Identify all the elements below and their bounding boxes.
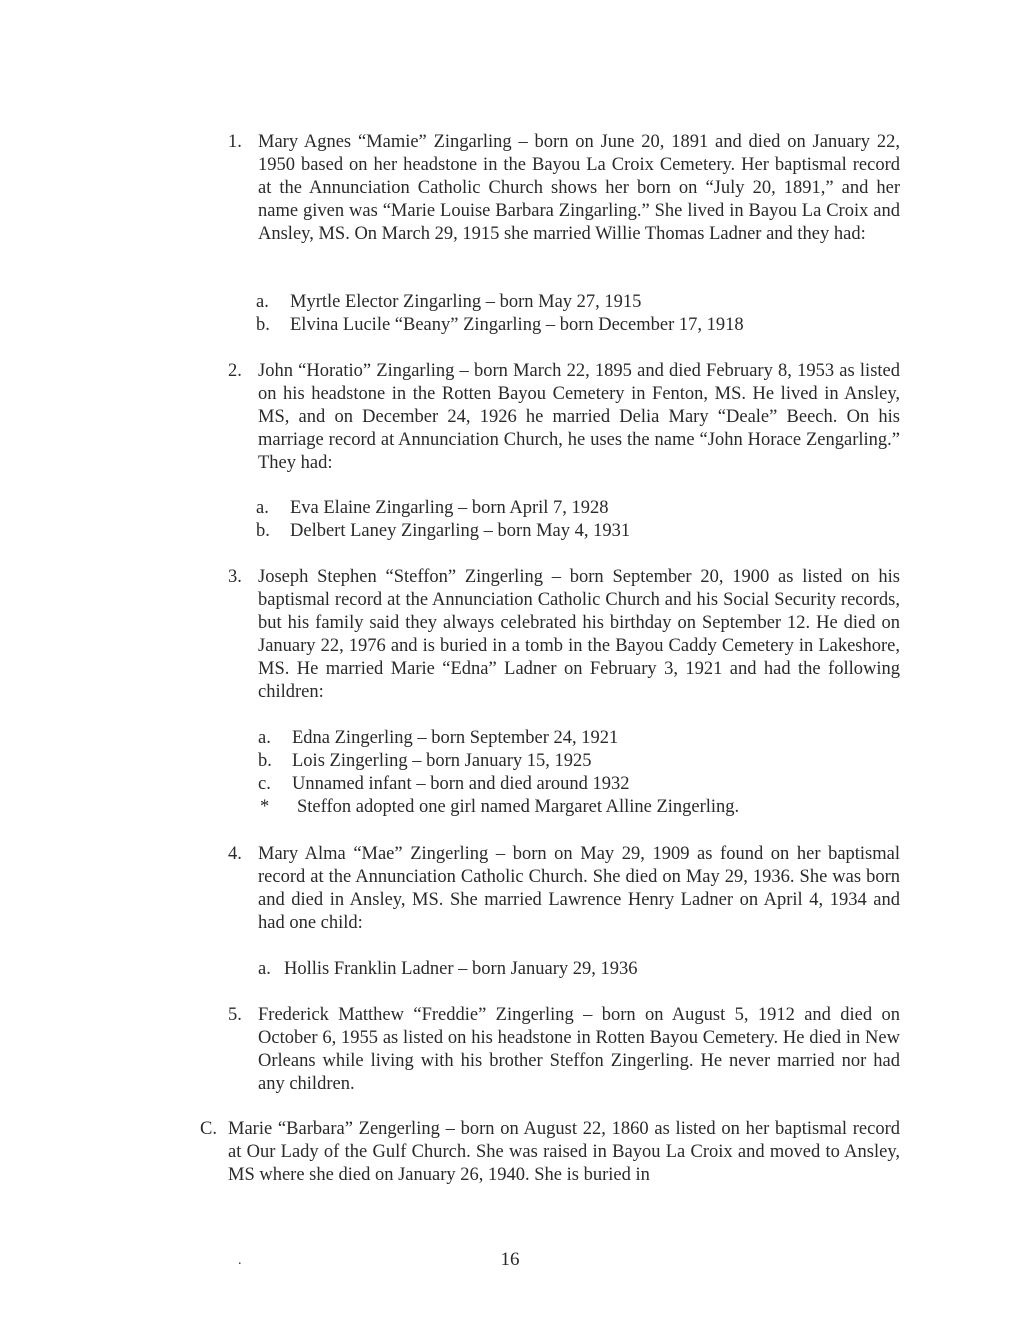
section-c — [200, 1118, 900, 1187]
entry-number: 5. — [228, 1005, 242, 1025]
child-label: b. — [258, 751, 272, 771]
asterisk-label: * — [260, 797, 270, 817]
child-text: Steffon adopted one girl named Margaret Alline Zingerling. — [297, 797, 740, 817]
entry-number: 1. — [228, 132, 242, 152]
entry-5 — [228, 1004, 900, 1096]
child-label: b. — [256, 315, 270, 335]
entry-text: Joseph Stephen “Steffon” Zingerling – born September 20, 1900 as listed on his baptismal record at the Annunciation Catholic Church and his Social Security records, but his family said they always celebrated his birthday on September 12. He died on January 22, 1976 and is buried in a tomb in the Bayou Caddy Cemetery in Lakeshore, MS. He married Marie “Edna” Ladner on February 3, 1921 and had the following children: — [258, 567, 900, 702]
child-text: Edna Zingerling – born September 24, 1921 — [292, 728, 619, 748]
page-number: 16 — [500, 1249, 520, 1270]
child-text: Hollis Franklin Ladner – born January 29, 1936 — [284, 959, 638, 979]
child-text: Lois Zingerling – born January 15, 1925 — [292, 751, 592, 771]
entry-number: 3. — [228, 567, 242, 587]
child-text: Elvina Lucile “Beany” Zingarling – born December 17, 1918 — [290, 315, 744, 335]
child-text: Eva Elaine Zingarling – born April 7, 1928 — [290, 498, 609, 518]
child-label: a. — [258, 959, 271, 979]
entry-text: John “Horatio” Zingarling – born March 22, 1895 and died February 8, 1953 as listed on his headstone in the Rotten Bayou Cemetery in Fenton, MS. He lived in Ansley, MS, and on December 24, 1926 he married Delia Mary “Deale” Beech. On his marriage record at Annunciation Church, he uses the name “John Horace Zengarling.” They had: — [258, 361, 900, 473]
child-text: Unnamed infant – born and died around 1932 — [292, 774, 630, 794]
entry-text: Frederick Matthew “Freddie” Zingerling – born on August 5, 1912 and died on October 6, 1955 as listed on his headstone in Rotten Bayou Cemetery. He died in New Orleans while living with his brother Steffon Zingerling. He never married nor had any children. — [258, 1005, 900, 1094]
entry-2 — [228, 360, 900, 475]
child-label: c. — [258, 774, 271, 794]
entry-number: 4. — [228, 844, 242, 864]
child-label: a. — [256, 292, 269, 312]
entry-1 — [228, 131, 900, 246]
child-text: Delbert Laney Zingarling – born May 4, 1931 — [290, 521, 631, 541]
entry-4 — [228, 843, 900, 935]
section-text: Marie “Barbara” Zengerling – born on August 22, 1860 as listed on her baptismal record at Our Lady of the Gulf Church. She was raised in Bayou La Croix and moved to Ansley, MS where she died on January 26, 1940. She is buried in — [228, 1119, 900, 1185]
child-label: b. — [256, 521, 270, 541]
child-label: a. — [258, 728, 271, 748]
child-label: a. — [256, 498, 269, 518]
section-label: C. — [200, 1119, 217, 1139]
entry-text: Mary Agnes “Mamie” Zingarling – born on June 20, 1891 and died on January 22, 1950 based on her headstone in the Bayou La Croix Cemetery. Her baptismal record at the Annunciation Catholic Church shows her born on “July 20, 1891,” and her name given was “Marie Louise Barbara Zingarling.” She lived in Bayou La Croix and Ansley, MS. On March 29, 1915 she married Willie Thomas Ladner and they had: — [258, 132, 900, 244]
entry-3 — [228, 566, 900, 704]
child-text: Myrtle Elector Zingarling – born May 27, 1915 — [290, 292, 642, 312]
footer-dot: . — [238, 1253, 242, 1268]
entry-number: 2. — [228, 361, 242, 381]
entry-text: Mary Alma “Mae” Zingerling – born on May 29, 1909 as found on her baptismal record at the Annunciation Catholic Church. She died on May 29, 1936. She was born and died in Ansley, MS. She married Lawrence Henry Ladner on April 4, 1934 and had one child: — [258, 844, 900, 933]
